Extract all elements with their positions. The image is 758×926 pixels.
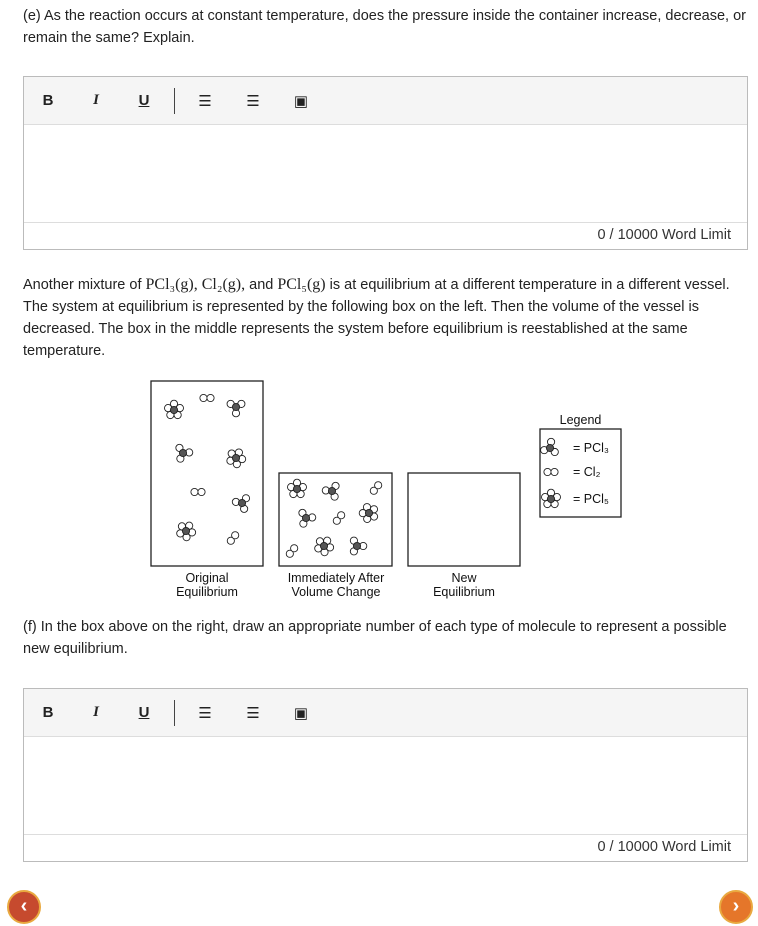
molecule-cl2 [370,482,382,495]
text: is at equilibrium at a different temperature in a different vessel. The system at equilibrium is represented by the following box on the left. Then the volume of the vessel is decreased. The box in the middle represents the system before equilibrium is reestablished at the same temperature. [23,277,730,359]
label-after: Immediately After Volume Change [287,571,385,599]
text: Another mixture of [23,277,146,293]
answer-editor-f[interactable] [23,688,748,862]
numbered-list-icon[interactable]: ☰ [246,704,260,722]
legend-title: Legend [559,413,602,427]
formula: PCl₅(g) [277,276,326,293]
label-original: Original Equilibrium [176,571,238,599]
molecule-pcl3 [541,438,559,455]
editor-text-area[interactable] [24,737,747,834]
bold-button[interactable]: B [42,92,54,109]
toolbar-divider [174,700,175,726]
molecule-pcl3 [227,400,245,417]
word-count: 0 / 10000 Word Limit [24,222,747,249]
molecule-pcl5 [227,449,246,468]
molecule-pcl5 [165,400,184,418]
molecule-cl2 [544,468,558,475]
label-new: New Equilibrium [433,571,495,599]
molecule-pcl5 [177,522,196,541]
numbered-list-icon[interactable]: ☰ [246,92,260,110]
molecule-pcl5 [359,504,377,523]
previous-button[interactable]: ‹ [7,890,41,924]
legend-cl2: = Cl₂ [573,465,601,479]
italic-button[interactable]: I [93,92,99,108]
text: and [245,277,278,293]
molecule-cl2 [333,512,345,525]
molecule-pcl3 [299,509,316,527]
italic-button[interactable]: I [93,704,99,720]
molecule-pcl3 [322,482,339,500]
image-icon[interactable]: ▣ [293,704,309,722]
formula: PCl₃(g), Cl₂(g), [145,276,246,293]
bold-button[interactable]: B [42,704,54,721]
editor-toolbar [24,689,747,737]
molecule-cl2 [200,394,214,401]
molecule-cl2 [227,532,239,545]
bullet-list-icon[interactable]: ☰ [198,704,212,722]
legend-pcl5: = PCl₅ [573,492,609,506]
bullet-list-icon[interactable]: ☰ [198,92,212,110]
image-icon[interactable]: ▣ [293,92,309,110]
molecule-cl2 [286,545,298,558]
molecule-pcl5 [315,537,334,556]
molecule-pcl3 [232,495,249,513]
molecule-cl2 [191,488,205,495]
next-button[interactable]: › [719,890,753,924]
legend-pcl3: = PCl₃ [573,441,610,455]
word-count: 0 / 10000 Word Limit [24,834,747,861]
question-e: (e) As the reaction occurs at constant temperature, does the pressure inside the container increase, decrease, or remain the same? Explain. [23,8,746,46]
molecule-pcl5 [288,479,307,497]
question-f: (f) In the box above on the right, draw an appropriate number of each type of molecule to represent a possible new equilibrium. [23,619,727,657]
molecule-pcl3 [176,444,193,462]
molecule-pcl5 [542,489,561,507]
new-box [408,473,520,566]
underline-button[interactable]: U [138,704,150,721]
molecule-pcl3 [350,537,367,555]
underline-button[interactable]: U [138,92,150,109]
